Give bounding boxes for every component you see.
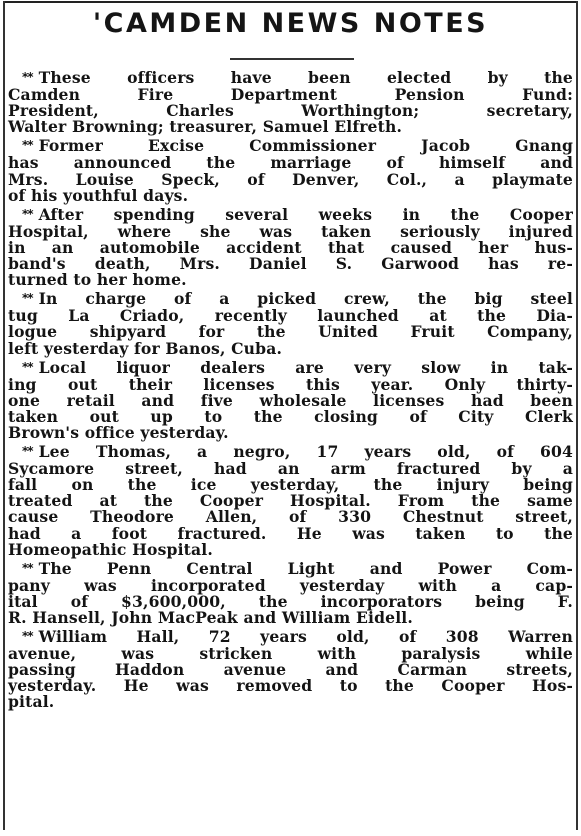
news-item-text: fall on the ice yesterday, the injury being (8, 475, 573, 495)
item-bullet-icon: ** (22, 629, 33, 644)
news-item (8, 138, 573, 203)
news-item-text: ital of $3,600,000, the incorporators being F. (8, 591, 573, 611)
top-border-rule (4, 1, 577, 3)
news-item-text: Brown's office yesterday. (8, 422, 229, 442)
news-item-text: In charge of a picked crew, the big steel (38, 289, 573, 309)
item-bullet-icon: ** (22, 206, 33, 221)
news-item (8, 291, 573, 356)
headline: 'CAMDEN NEWS NOTES (92, 8, 489, 39)
item-bullet-icon: ** (22, 444, 33, 459)
news-item-line (8, 338, 573, 358)
news-item-text: avenue, was stricken with paralysis while (8, 644, 573, 664)
news-item-text: R. Hansell, John MacPeak and William Eidell. (8, 608, 413, 627)
news-item-line (8, 272, 573, 288)
news-item-text: treated at the Cooper Hospital. From the same (8, 491, 573, 511)
news-item-line (8, 185, 573, 205)
news-items (8, 70, 573, 714)
news-item (8, 444, 573, 558)
news-item-text: Walter Browning; treasurer, Samuel Elfreth. (8, 117, 403, 137)
item-bullet-icon: ** (22, 138, 33, 153)
news-item-text: one retail and five wholesale licenses had been (8, 390, 573, 410)
news-item-text: President, Charles Worthington; secretary, (8, 101, 573, 121)
news-item-line (8, 539, 573, 559)
news-item-text: left yesterday for Banos, Cuba. (8, 338, 283, 358)
news-item-text: logue shipyard for the United Fruit Company, (8, 322, 573, 342)
news-item (8, 629, 573, 710)
news-item (8, 558, 573, 627)
news-item-text: yesterday. He was removed to the Cooper Hos- (8, 676, 573, 696)
news-item-text: These officers have been elected by the (38, 68, 573, 87)
news-item-text: has announced the marriage of himself and (8, 153, 573, 173)
news-item-text: tug La Criado, recently launched at the Dia- (8, 306, 573, 326)
news-item-text: in an automobile accident that caused her hus- (8, 237, 573, 257)
news-item-line (8, 610, 573, 626)
news-item-text: After spending several weeks in the Cooper (38, 204, 573, 224)
news-item-text: Sycamore street, had an arm fractured by a (8, 459, 573, 479)
news-item-text: pany was incorporated yesterday with a cap- (8, 575, 573, 595)
headline-divider (230, 58, 354, 60)
news-item-text: Lee Thomas, a negro, 17 years old, of 604 (38, 442, 573, 462)
news-item-text: band's death, Mrs. Daniel S. Garwood has re- (8, 254, 573, 274)
item-bullet-icon: ** (22, 70, 33, 84)
news-item (8, 357, 573, 442)
news-item-text: cause Theodore Allen, of 330 Chestnut street, (8, 507, 573, 527)
news-item-text: Former Excise Commissioner Jacob Gnang (38, 136, 573, 156)
news-item-text: ing out their licenses this year. Only thirty- (8, 374, 573, 394)
news-item-text: Hospital, where she was taken seriously injured (8, 221, 573, 241)
news-item-line (8, 678, 573, 694)
news-item-text: passing Haddon avenue and Carman streets, (8, 660, 573, 680)
item-bullet-icon: ** (22, 560, 33, 575)
news-item-text: William Hall, 72 years old, of 308 Warren (38, 627, 573, 647)
news-item-text: of his youthful days. (8, 185, 189, 205)
news-item-text: taken out up to the closing of City Clerk (8, 406, 573, 426)
news-item (8, 204, 573, 290)
news-item-line (8, 694, 573, 710)
news-item-line (8, 119, 573, 135)
news-item-text: Homeopathic Hospital. (8, 539, 213, 559)
news-item-text: pital. (8, 692, 55, 712)
left-border-rule (3, 1, 5, 830)
news-item (8, 70, 573, 135)
news-item-text: The Penn Central Light and Power Com- (38, 558, 573, 578)
news-item-text: turned to her home. (8, 270, 187, 290)
item-bullet-icon: ** (22, 359, 33, 374)
item-bullet-icon: ** (22, 291, 33, 306)
news-item-text: Mrs. Louise Speck, of Denver, Col., a playmate (8, 169, 573, 189)
news-item-text: Camden Fire Department Pension Fund: (8, 85, 573, 105)
news-item-text: Local liquor dealers are very slow in tak- (38, 357, 573, 377)
news-item-text: had a foot fractured. He was taken to the (8, 523, 573, 543)
news-item-line (8, 422, 573, 442)
right-border-rule (576, 1, 578, 830)
